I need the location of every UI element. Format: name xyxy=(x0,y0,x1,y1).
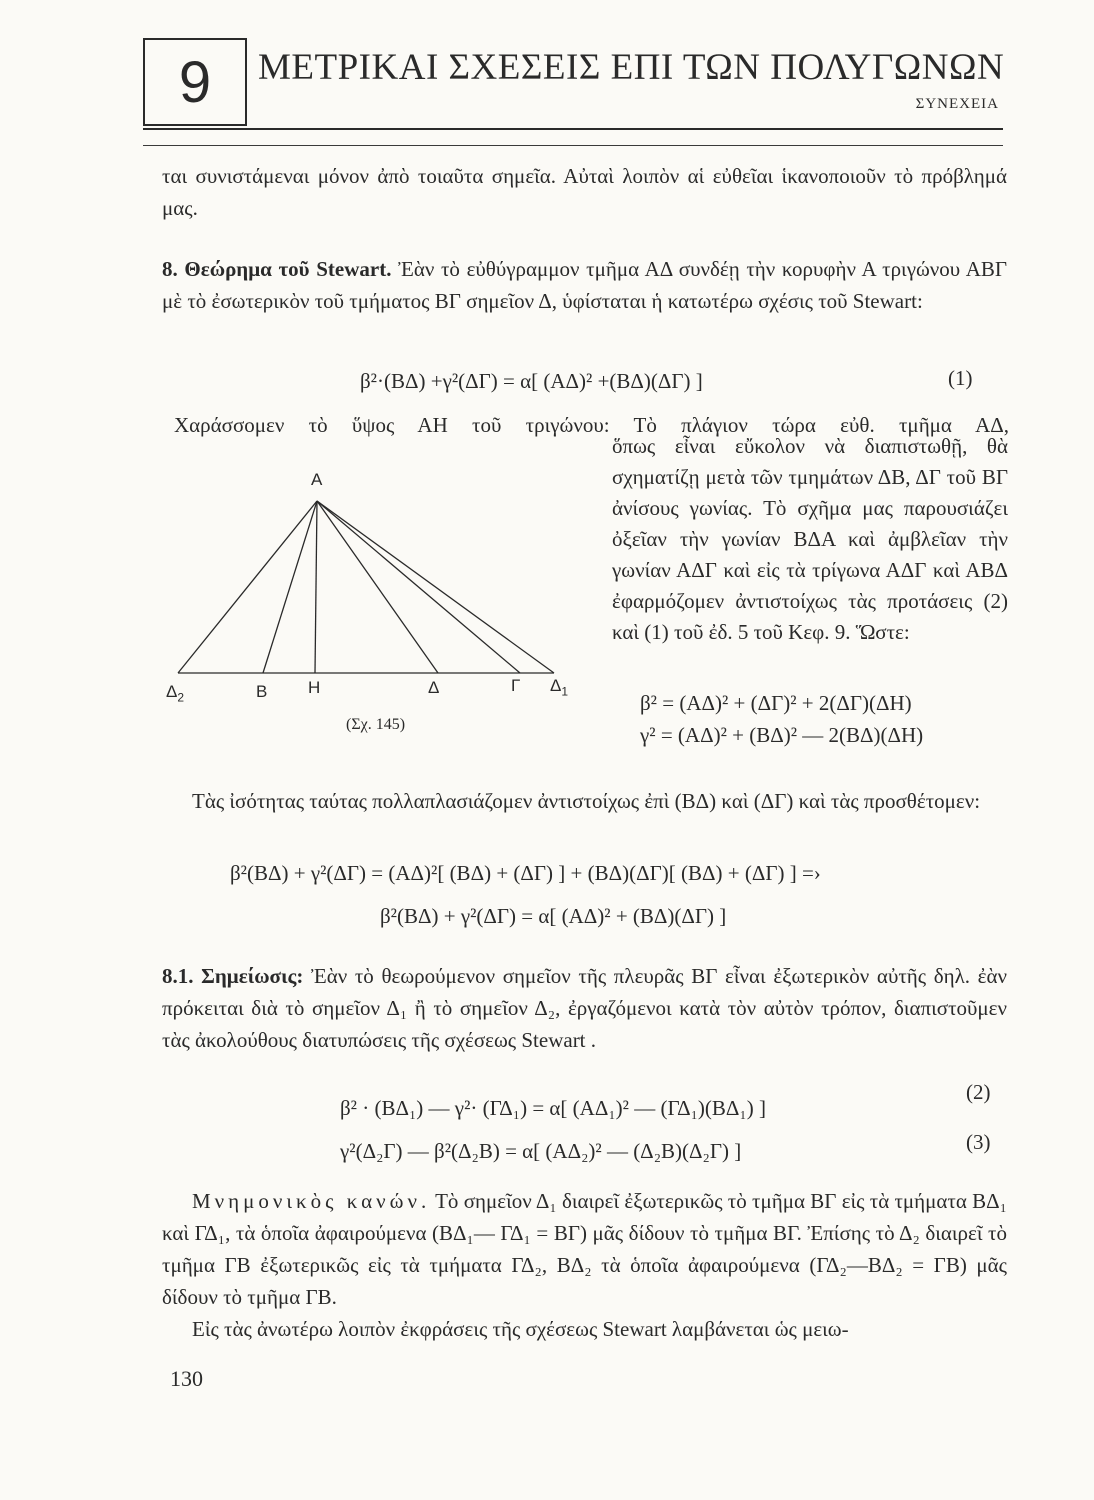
mnemonic-paragraph xyxy=(162,1185,1007,1313)
chapter-number: 9 xyxy=(178,49,212,115)
formula-2: β² · (ΒΔ₁) — γ²· (ΓΔ₁) = α[ (ΑΔ₁)² — (ΓΔ₁)(ΒΔ₁) ] xyxy=(340,1096,766,1120)
vertex-label-A: A xyxy=(311,470,323,489)
segment-A-D xyxy=(317,501,438,673)
theorem-title: Θεώρημα τοῦ Stewart. xyxy=(184,257,392,281)
chapter-title: ΜΕΤΡΙΚΑΙ ΣΧΕΣΕΙΣ ΕΠΙ ΤΩΝ ΠΟΛΥΓΩΝΩΝ xyxy=(258,47,1005,88)
point-label-B: B xyxy=(256,682,268,701)
theorem-text: Ἐὰν τὸ εὐθύγραμμον τμῆμα ΑΔ συνδέῃ τὴν κορυφὴν Α τριγώνου ΑΒΓ μὲ τὸ ἐσωτερικὸν τοῦ τμήματος ΒΓ σημεῖον Δ, ὑφίσταται ἡ κατωτέρω σχέσις τοῦ Stewart: xyxy=(162,257,1008,313)
point-label-H: H xyxy=(308,678,321,697)
point-label-D: Δ xyxy=(428,678,440,697)
continuation-line: Εἰς τὰς ἀνωτέρω λοιπὸν ἐκφράσεις τῆς σχέσεως Stewart λαμβάνεται ὡς μειω- xyxy=(192,1317,849,1341)
result-formula: β²(ΒΔ) + γ²(ΔΓ) = α[ (ΑΔ)² + (ΒΔ)(ΔΓ) ] xyxy=(380,904,727,928)
equation-beta: β² = (ΑΔ)² + (ΔΓ)² + 2(ΔΓ)(ΔΗ) xyxy=(640,691,912,715)
segment-A-B xyxy=(263,501,317,673)
theorem-paragraph xyxy=(162,253,1007,317)
note-text: Ἐὰν τὸ θεωρούμενον σημεῖον τῆς πλευρᾶς ΒΓ εἶναι ἐξωτερικὸν αὐτῆς δηλ. ἐὰν πρόκειται διὰ τὸ σημεῖον Δ₁ ἢ τὸ σημεῖον Δ₂, ἐργαζόμενοι κατὰ τὸν αὐτὸν τρόπον, διαπιστοῦμεν τὰς ἀκολούθους διατυπώσεις τῆς σχέσεως Stewart . xyxy=(162,964,1008,1052)
note-title: Σημείωσις: xyxy=(201,964,304,988)
proof-wrap-paragraph: ὅπως εἶναι εὔκολον νὰ διαπιστωθῇ, θὰ σχηματίζῃ μετὰ τῶν τμημάτων ΔΒ, ΔΓ τοῦ ΒΓ ἀνίσους γωνίας. Τὸ σχῆμα μας παρουσιάζει ὀξεῖαν τὴν γωνίαν ΒΔΑ καὶ ἀμβλεῖαν τὴν γωνίαν ΑΔΓ καὶ εἰς τὰ τρίγωνα ΑΔΓ καὶ ΑΒΔ ἐφαρμόζομεν ἀντιστοίχως τὰς προτάσεις (2) καὶ (1) τοῦ ἐδ. 5 τοῦ Κεφ. 9. Ὥστε: xyxy=(612,434,1008,644)
equation-gamma: γ² = (ΑΔ)² + (ΒΔ)² — 2(ΒΔ)(ΔΗ) xyxy=(640,723,924,747)
formula-3: γ²(Δ₂Γ) — β²(Δ₂Β) = α[ (ΑΔ₂)² — (Δ₂Β)(Δ₂Γ) ] xyxy=(340,1139,742,1163)
formula-number-3: (3) xyxy=(966,1130,991,1154)
altitude-A-H xyxy=(315,501,317,673)
segment-A-D2 xyxy=(178,501,317,673)
segment-A-G xyxy=(317,501,520,673)
stewart-formula: β²·(ΒΔ) +γ²(ΔΓ) = α[ (ΑΔ)² +(ΒΔ)(ΔΓ) ] xyxy=(360,369,703,393)
note-number: 8.1. xyxy=(162,964,194,988)
sum-formula: β²(ΒΔ) + γ²(ΔΓ) = (ΑΔ)²[ (ΒΔ) + (ΔΓ) ] + (ΒΔ)(ΔΓ)[ (ΒΔ) + (ΔΓ) ] =› xyxy=(230,861,821,885)
mnemonic-text: Τὸ σημεῖον Δ₁ διαιρεῖ ἐξωτερικῶς τὸ τμῆμα ΒΓ εἰς τὰ τμήματα ΒΔ₁ καὶ ΓΔ₁, τὰ ὁποῖα ἀφαιρούμενα (ΒΔ₁— ΓΔ₁ = ΒΓ) μᾶς δίδουν τὸ τμῆμα ΒΓ. Ἐπίσης τὸ Δ₂ διαιρεῖ τὸ τμῆμα ΓΒ ἐξωτερικῶς εἰς τὰ τμήματα ΓΔ₂, ΒΔ₂ τὰ ὁποῖα ἀφαιρούμενα (ΓΔ₂—ΒΔ₂ = ΓΒ) μᾶς δίδουν τὸ τμῆμα ΓΒ. xyxy=(162,1189,1007,1309)
chapter-number-box xyxy=(143,38,247,126)
segment-A-D1 xyxy=(317,501,554,673)
note-paragraph xyxy=(162,960,1007,1056)
point-label-D2: $\Delta_2$ xyxy=(166,682,185,705)
point-label-G: Γ xyxy=(511,676,521,695)
theorem-number: 8. xyxy=(162,257,178,281)
proof-lead-line: Χαράσσομεν τὸ ὕψος ΑΗ τοῦ τριγώνου: Τὸ πλάγιον τώρα εὐθ. τμῆμα ΑΔ, xyxy=(174,413,1009,437)
formula-number-2: (2) xyxy=(966,1080,991,1104)
header-rule-lower xyxy=(143,145,1003,146)
formula-number-1: (1) xyxy=(948,366,973,390)
point-label-D1: $\Delta_1$ xyxy=(550,676,569,699)
figure-caption: (Σχ. 145) xyxy=(346,716,406,733)
multiply-paragraph: Τὰς ἰσότητας ταύτας πολλαπλασιάζομεν ἀντιστοίχως ἐπὶ (ΒΔ) καὶ (ΔΓ) καὶ τὰς προσθέτομεν: xyxy=(192,789,981,813)
page-number: 130 xyxy=(170,1366,203,1391)
header-rule xyxy=(143,128,1003,130)
chapter-subtitle: ΣΥΝΕΧΕΙΑ xyxy=(915,96,999,112)
triangle-figure xyxy=(170,485,570,685)
intro-paragraph: ται συνιστάμεναι μόνον ἀπὸ τοιαῦτα σημεῖα. Αὐταὶ λοιπὸν αἱ εὐθεῖαι ἱκανοποιοῦν τὸ πρόβλημά μας. xyxy=(162,164,1007,220)
mnemonic-title: Μνημονικὸς κανών. xyxy=(192,1189,431,1213)
